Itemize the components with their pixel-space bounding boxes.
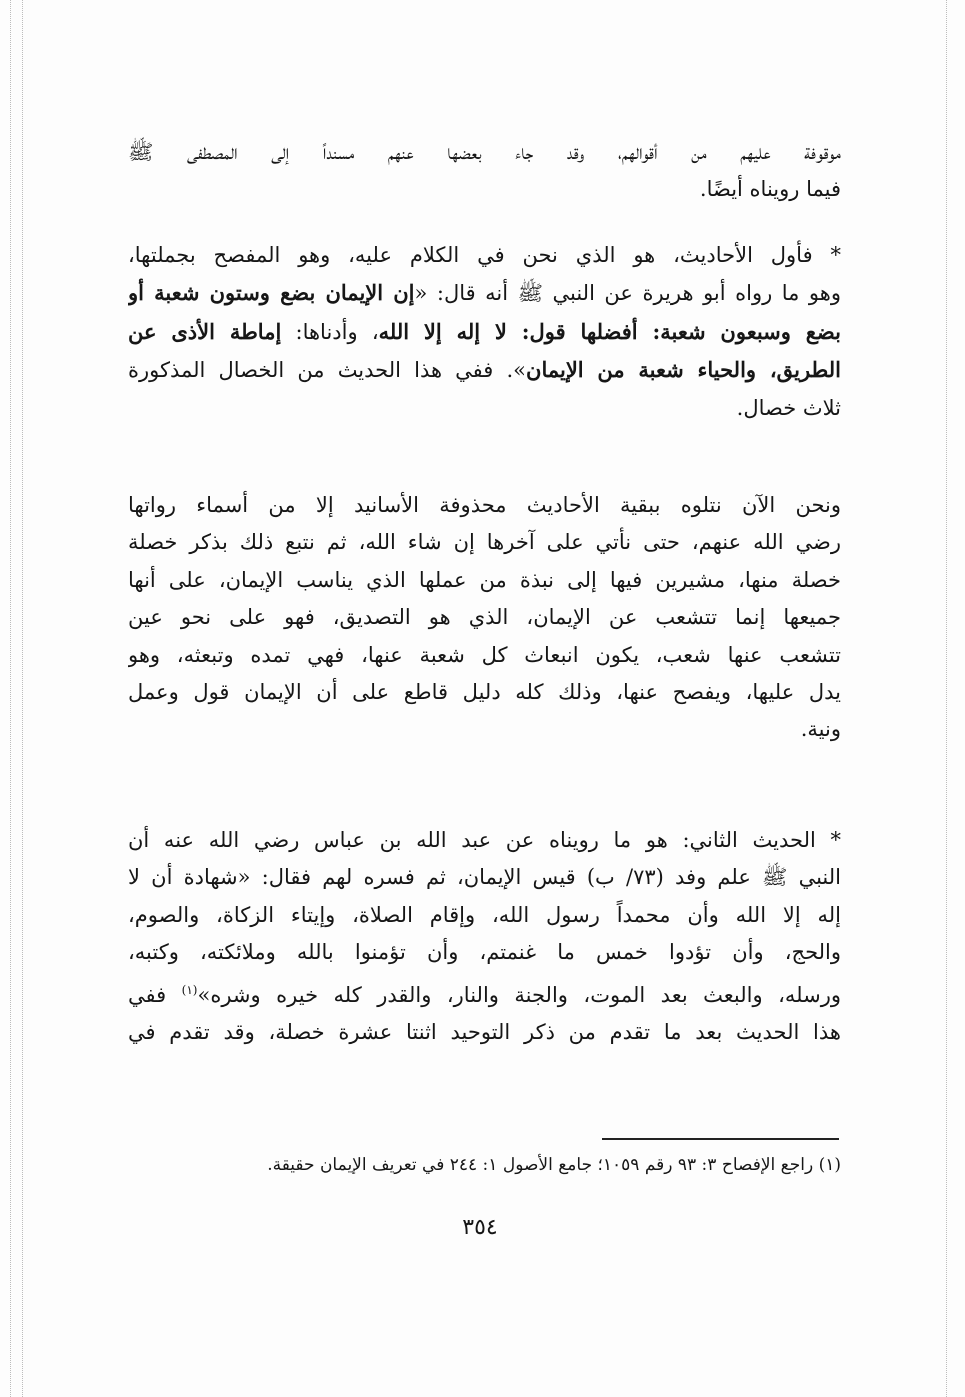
text-line: موقوفة عليهم من أقوالهم، وقد جاء بعضها عنهم مسنداً إلى المصطفى ﷺ	[128, 140, 841, 164]
text-line: تتشعب عنها شعب، يكون انبعاث كل شعبة عنها، فهي تمده وتبعثه، وهو	[128, 642, 841, 667]
paragraph-4	[128, 822, 841, 1051]
text-line	[128, 313, 841, 351]
hadith-bold-text: إن الإيمان بضع وستون شعبة أو	[128, 280, 415, 306]
text-line: جميعها إنما تتشعب عن الإيمان، الذي هو التصديق، فهو على نحو عين	[128, 605, 841, 630]
text-run: ففي	[128, 982, 182, 1007]
text-line: * الحديث الثاني: هو ما رويناه عن عبد الله بن عباس رضي الله عنه أن	[128, 828, 841, 852]
text-line: ونحن الآن نتلوه ببقية الأحاديث محذوفة الأسانيد إلا من أسماء رواتها	[128, 493, 841, 517]
text-run: ورسله، والبعث بعد الموت، والجنة والنار، والقدر كله خيره وشره»	[197, 982, 841, 1007]
hadith-bold-text: إماطة الأذى عن	[128, 318, 282, 344]
text-line	[128, 351, 841, 389]
footnote-separator	[602, 1138, 839, 1140]
text-line: * فأول الأحاديث، هو الذي نحن في الكلام عليه، وهو المفصح بجملتها،	[128, 243, 841, 267]
margin-dotted-line	[946, 0, 947, 1397]
paragraph-2	[128, 237, 841, 427]
text-line: هذا الحديث بعد ما تقدم من ذكر التوحيد اثنتا عشرة خصلة، وقد تقدم في	[128, 1020, 841, 1045]
footnote: (١) راجع الإفصاح ٣: ٩٣ رقم ١٠٥٩؛ جامع الأصول ١: ٢٤٤ في تعريف الإيمان حقيقة.	[267, 1155, 841, 1175]
text-run: ». ففي هذا الحديث من الخصال المذكورة	[128, 358, 527, 383]
text-line: خصلة منها، مشيرين فيها إلى نبذة من عملها الذي يناسب الإيمان، على أنها	[128, 567, 841, 592]
text-line: النبي ﷺ علم وفد (٧٣/ ب) قيس الإيمان، ثم فسره لهم فقال: «شهادة أن لا	[128, 865, 841, 890]
hadith-bold-text: الطريق، والحياء شعبة من الإيمان	[526, 357, 841, 383]
text-line: والحج، وأن تؤدوا خمس ما غنمتم، وأن تؤمنوا بالله وملائكته، وكتبه،	[128, 940, 841, 965]
text-line: يدل عليها، ويفصح عنها، وذلك كله دليل قاطع على أن الإيمان قول وعمل	[128, 680, 841, 705]
paragraph-1	[128, 134, 841, 209]
text-line: رضي الله عنهم، حتى نأتي على آخرها إن شاء الله، ثم نتبع ذلك بذكر خصلة	[128, 530, 841, 555]
text-run: وهو ما رواه أبو هريرة عن النبي ﷺ أنه قال: «	[414, 281, 841, 306]
text-line: ثلاث خصال.	[736, 395, 841, 420]
text-line: فيما رويناه أيضًا.	[699, 177, 841, 202]
paragraph-3	[128, 487, 841, 749]
text-line	[128, 972, 841, 1014]
text-line: ونية.	[800, 717, 841, 742]
text-run: ، وأدناها:	[281, 319, 379, 344]
margin-dotted-line	[10, 0, 11, 1397]
text-line: إله إلا الله وأن محمداً رسول الله، وإقام الصلاة، وإيتاء الزكاة، والصوم،	[128, 902, 841, 927]
footnote-marker: (١)	[181, 982, 198, 997]
hadith-bold-text: بضع وسبعون شعبة: أفضلها قول: لا إله إلا الله	[378, 318, 841, 344]
page-number: ٣٥٤	[462, 1215, 498, 1240]
margin-dotted-line	[22, 0, 23, 1397]
text-line	[128, 274, 841, 312]
